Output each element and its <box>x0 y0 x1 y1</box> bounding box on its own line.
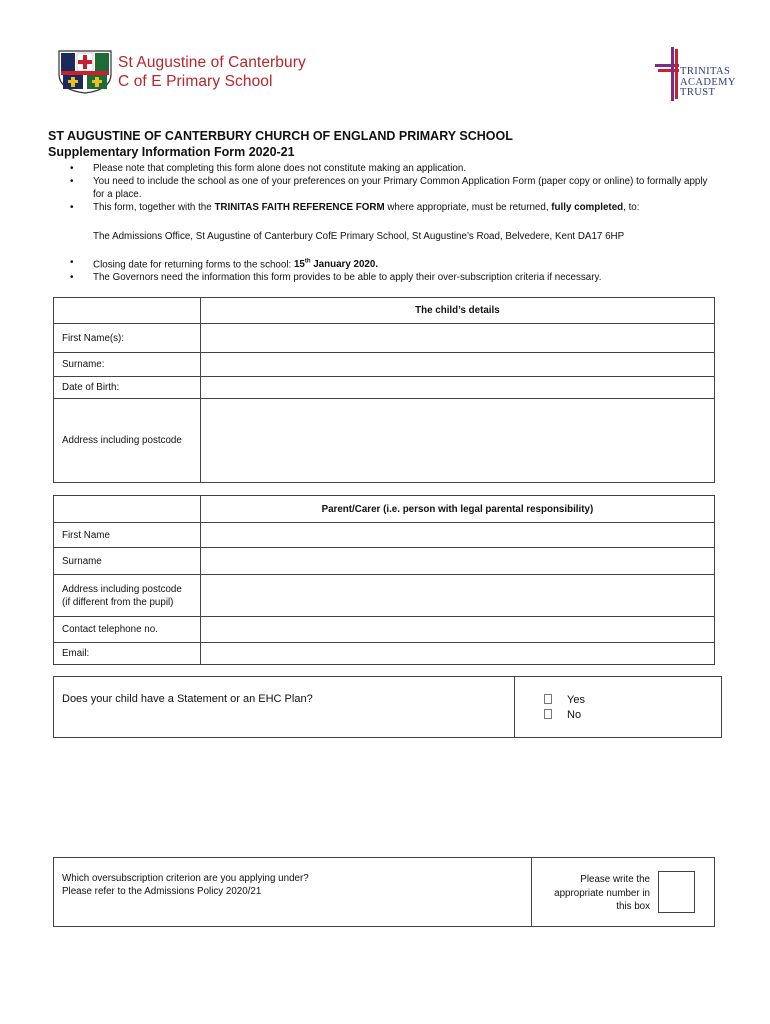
school-logo-text <box>118 53 306 91</box>
oversubscription-box <box>53 857 715 927</box>
child-first-name-label: First Name(s): <box>54 324 201 353</box>
note-governors: • The Governors need the information this form provides to be able to apply their over-subscription criteria if necessary. <box>48 271 718 284</box>
parent-phone-field[interactable] <box>200 617 714 643</box>
parent-surname-field[interactable] <box>200 548 714 575</box>
oversubscription-question: Which oversubscription criterion are you applying under? <box>62 873 309 884</box>
ehc-no-option[interactable] <box>544 709 581 721</box>
school-crest-logo <box>57 50 113 94</box>
oversubscription-instruction: Please write the appropriate number in this box <box>554 874 650 912</box>
criterion-number-field[interactable] <box>658 871 695 913</box>
child-first-name-field[interactable] <box>200 324 714 353</box>
faith-form-name: TRINITAS FAITH REFERENCE FORM <box>214 202 385 213</box>
parent-address-label: Address including postcode (if different from the pupil) <box>54 575 201 617</box>
parent-details-heading: Parent/Carer (i.e. person with legal parental responsibility) <box>200 496 714 523</box>
notes-list-2 <box>48 256 718 284</box>
no-label: No <box>567 709 582 721</box>
trust-line-3: TRUST <box>680 87 716 98</box>
child-address-field[interactable] <box>200 399 714 483</box>
school-logo-line-1: St Augustine of Canterbury <box>118 54 306 71</box>
child-dob-label: Date of Birth: <box>54 377 201 399</box>
trust-line-1: TRINITAS <box>680 66 731 77</box>
child-details-heading: The child’s details <box>200 298 714 324</box>
ehc-divider <box>514 677 515 737</box>
oversubscription-divider <box>531 858 532 926</box>
ehc-yes-option[interactable] <box>544 694 585 706</box>
yes-label: Yes <box>567 694 585 706</box>
parent-phone-label: Contact telephone no. <box>54 617 201 643</box>
oversubscription-policy-ref: Please refer to the Admissions Policy 2020/21 <box>62 886 262 897</box>
child-surname-field[interactable] <box>200 353 714 377</box>
parent-details-table <box>53 495 715 665</box>
yes-checkbox[interactable] <box>544 694 552 704</box>
parent-surname-label: Surname <box>54 548 201 575</box>
no-checkbox[interactable] <box>544 709 552 719</box>
parent-address-field[interactable] <box>200 575 714 617</box>
trust-line-2: ACADEMY <box>680 76 736 88</box>
document-subtitle: Supplementary Information Form 2020-21 <box>48 145 295 159</box>
ehc-question: Does your child have a Statement or an EHC Plan? <box>62 693 313 705</box>
admissions-address: The Admissions Office, St Augustine of Canterbury CofE Primary School, St Augustine’s Road, Belvedere, Kent DA17 6HP <box>93 231 625 242</box>
parent-email-label: Email: <box>54 643 201 665</box>
note-preferences: • You need to include the school as one of your preferences on your Primary Common Application Form (paper copy or online) to formally apply for a place. <box>48 175 718 201</box>
child-address-label: Address including postcode <box>54 399 201 483</box>
note-application: • Please note that completing this form alone does not constitute making an application. <box>48 162 718 175</box>
note-closing-date: • Closing date for returning forms to the school: 15th January 2020. <box>48 256 718 271</box>
parent-first-name-field[interactable] <box>200 523 714 548</box>
trinitas-cross-icon <box>652 45 680 101</box>
notes-list <box>48 162 718 214</box>
parent-first-name-label: First Name <box>54 523 201 548</box>
fully-completed-text: fully completed <box>551 202 624 213</box>
child-surname-label: Surname: <box>54 353 201 377</box>
note-return-form: • This form, together with the TRINITAS FAITH REFERENCE FORM where appropriate, must be returned, fully completed, to: <box>48 201 718 214</box>
document-title: ST AUGUSTINE OF CANTERBURY CHURCH OF ENGLAND PRIMARY SCHOOL <box>48 129 513 143</box>
ehc-plan-box <box>53 676 722 738</box>
parent-email-field[interactable] <box>200 643 714 665</box>
child-details-table <box>53 297 715 483</box>
closing-date: 15th January 2020. <box>293 259 379 271</box>
trust-logo-text <box>680 67 736 99</box>
school-logo-line-2: C of E Primary School <box>118 73 273 90</box>
child-dob-field[interactable] <box>200 377 714 399</box>
